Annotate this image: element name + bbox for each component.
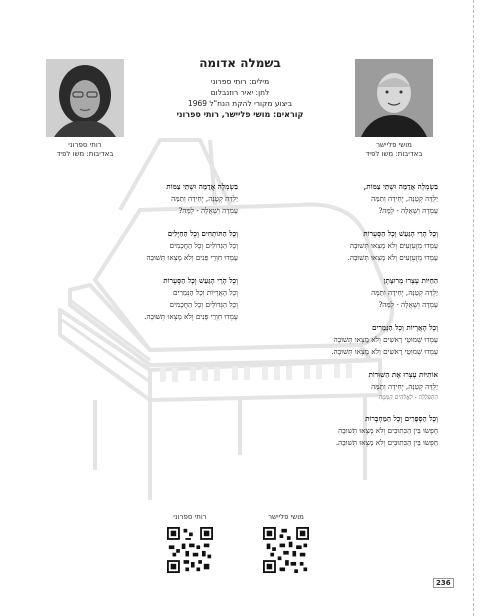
lyric-line: וְכָל הָאֲרָיוֹת וְכָל הַנְּמֵרִים (173, 288, 238, 297)
caption-moshi (345, 141, 443, 159)
qr-code-icon[interactable] (167, 527, 213, 573)
photo-name-right: מושי פליישר (376, 141, 412, 149)
stanza (58, 181, 238, 217)
lyric-line: בִּשְׂמְלָה אֲדֻמָּה וּשְׁתֵּי צַמּוֹת (166, 182, 238, 191)
photo-name-left: רותי ספרוני (68, 141, 102, 149)
stanza (58, 228, 238, 264)
lyric-line: עָמְדָה וְשָׁאֲלָה - לָמָּה? (378, 300, 438, 309)
lyric-line: עָמְדָה וְשָׁאֲלָה - לָמָּה? (378, 206, 438, 215)
lyric-line: יַלְדָּה קְטַנָּה, יְחִידָה וְתַמָּה (371, 288, 438, 297)
photo-credit-right: באדיבות: משו לפיד (365, 150, 423, 158)
lyric-line: יַלְדָּה קְטַנָּה, יְחִידָה וְתַמָּה (371, 194, 438, 203)
stanza (58, 275, 238, 323)
stanza (246, 322, 438, 358)
lyric-line: עָמְדוּ חִוְרֵי פָּנִים וְלֹא מָצְאוּ תְּשׁוּבָה (146, 253, 238, 262)
lyric-line: חָפְשׂוּ בֵּין הַכְּתוּבִים וְלֹא מָצְאוּ תְּשׁוּבָה. (335, 438, 438, 447)
song-header (150, 56, 330, 120)
lyrics-left-column (58, 181, 238, 334)
lyric-line: אוֹתִיּוֹת עָצְרוּ אֶת הַשּׁוּרוֹת (368, 370, 438, 379)
lyric-line: וְכָל הַתּוֹתָחִים וְכָל הַחַיָּלִים (167, 229, 238, 238)
lyric-line: וְכָל הָרֵי הָגַּעַשׁ וְכָל הַסְּעָרוֹת (363, 229, 438, 238)
lyrics-right-column (246, 181, 438, 460)
lyric-line: וְכָל הָאֲרָיוֹת וְכָל הַנְּמֵרִים (372, 323, 438, 332)
qr-label-right: מושי פליישר (268, 513, 304, 521)
qr-code-icon[interactable] (263, 527, 309, 573)
portrait-moshi (355, 59, 433, 137)
qr-ruti-block (160, 513, 220, 577)
lyric-line: וְכָל הָרֵי הָגַּעַשׁ וְכָל הַסְּעָרוֹת (163, 276, 238, 285)
caption-ruti (36, 141, 134, 159)
lyric-line: עָמְדָה וְשָׁאֲלָה - לָמָּה? (178, 206, 238, 215)
song-title: בשמלה אדומה (199, 56, 281, 70)
lyric-line: עָמְדוּ מְזֻעְזָעִים וְלֹא מָצְאוּ תְּשׁוּבָה (349, 241, 438, 250)
credit-readers: קוראים: מושי פליישר, רותי ספרוני (176, 110, 304, 119)
lyric-line: עָמְדוּ שְׁמוּטֵי רָאשִׁים וְלֹא מָצְאוּ תְּשׁוּבָה (333, 335, 438, 344)
lyric-line: חָפְשׂוּ בֵּין הַכְּתוּבִים וְלֹא מָצְאוּ תְּשׁוּבָה (338, 426, 438, 435)
stanza (246, 413, 438, 449)
lyric-line: הַחַיּוֹת עָצְרוּ מְרוּצָתָן (383, 276, 438, 285)
portrait-ruti (46, 59, 124, 137)
lyric-line: הִתְפַּלְּלָה - לָאֱלֹהִים הָמָּמָּה (378, 394, 438, 401)
credit-performance: ביצוע מקורי להקת הנח"ל 1969 (187, 99, 293, 108)
lyric-line: עָמְדוּ שְׁמוּטֵי רָאשִׁים וְלֹא מָצְאוּ תְּשׁוּבָה. (331, 347, 438, 356)
photo-credit-left: באדיבות: משו לפיד (56, 150, 114, 158)
stanza (246, 181, 438, 217)
page-number: 236 (433, 578, 454, 588)
lyric-line: יַלְדָּה קְטַנָּה, יְחִידָה וְתַמָּה (171, 194, 238, 203)
qr-label-left: רותי ספרוני (173, 513, 207, 521)
lyric-line: עָמְדוּ חִוְרֵי פָּנִים וְלֹא מָצְאוּ תְּשׁוּבָה. (144, 312, 238, 321)
credit-lyrics: מילים: רותי ספרוני (210, 77, 270, 86)
qr-moshi-block (256, 513, 316, 577)
lyric-line: וְכָל הַגְּדוֹלִים וְכָל הַחֲכָמִים (169, 300, 238, 309)
lyric-line: בִּשְׂמְלָה אֲדֻמָּה וּשְׁתֵּי צַמּוֹת, (363, 182, 438, 191)
page-edge (473, 0, 480, 616)
lyric-line: וְכָל הַגְּדוֹלִים וְכָל הַחֲכָמִים (169, 241, 238, 250)
stanza (246, 275, 438, 311)
lyric-line: עָמְדוּ מְזֻעְזָעִים וְלֹא מָצְאוּ תְּשׁוּבָה. (347, 253, 438, 262)
lyric-line: וְכָל הַסְּפָרִים וְכָל הַמַּחְבָּרוֹת (365, 414, 438, 423)
stanza (246, 369, 438, 402)
credit-music: לחן: יאיר רוזנבלום (210, 88, 270, 97)
stanza (246, 228, 438, 264)
lyric-line: יַלְדָּה קְטַנָּה, יְחִידָה וְתַמָּה (371, 382, 438, 391)
